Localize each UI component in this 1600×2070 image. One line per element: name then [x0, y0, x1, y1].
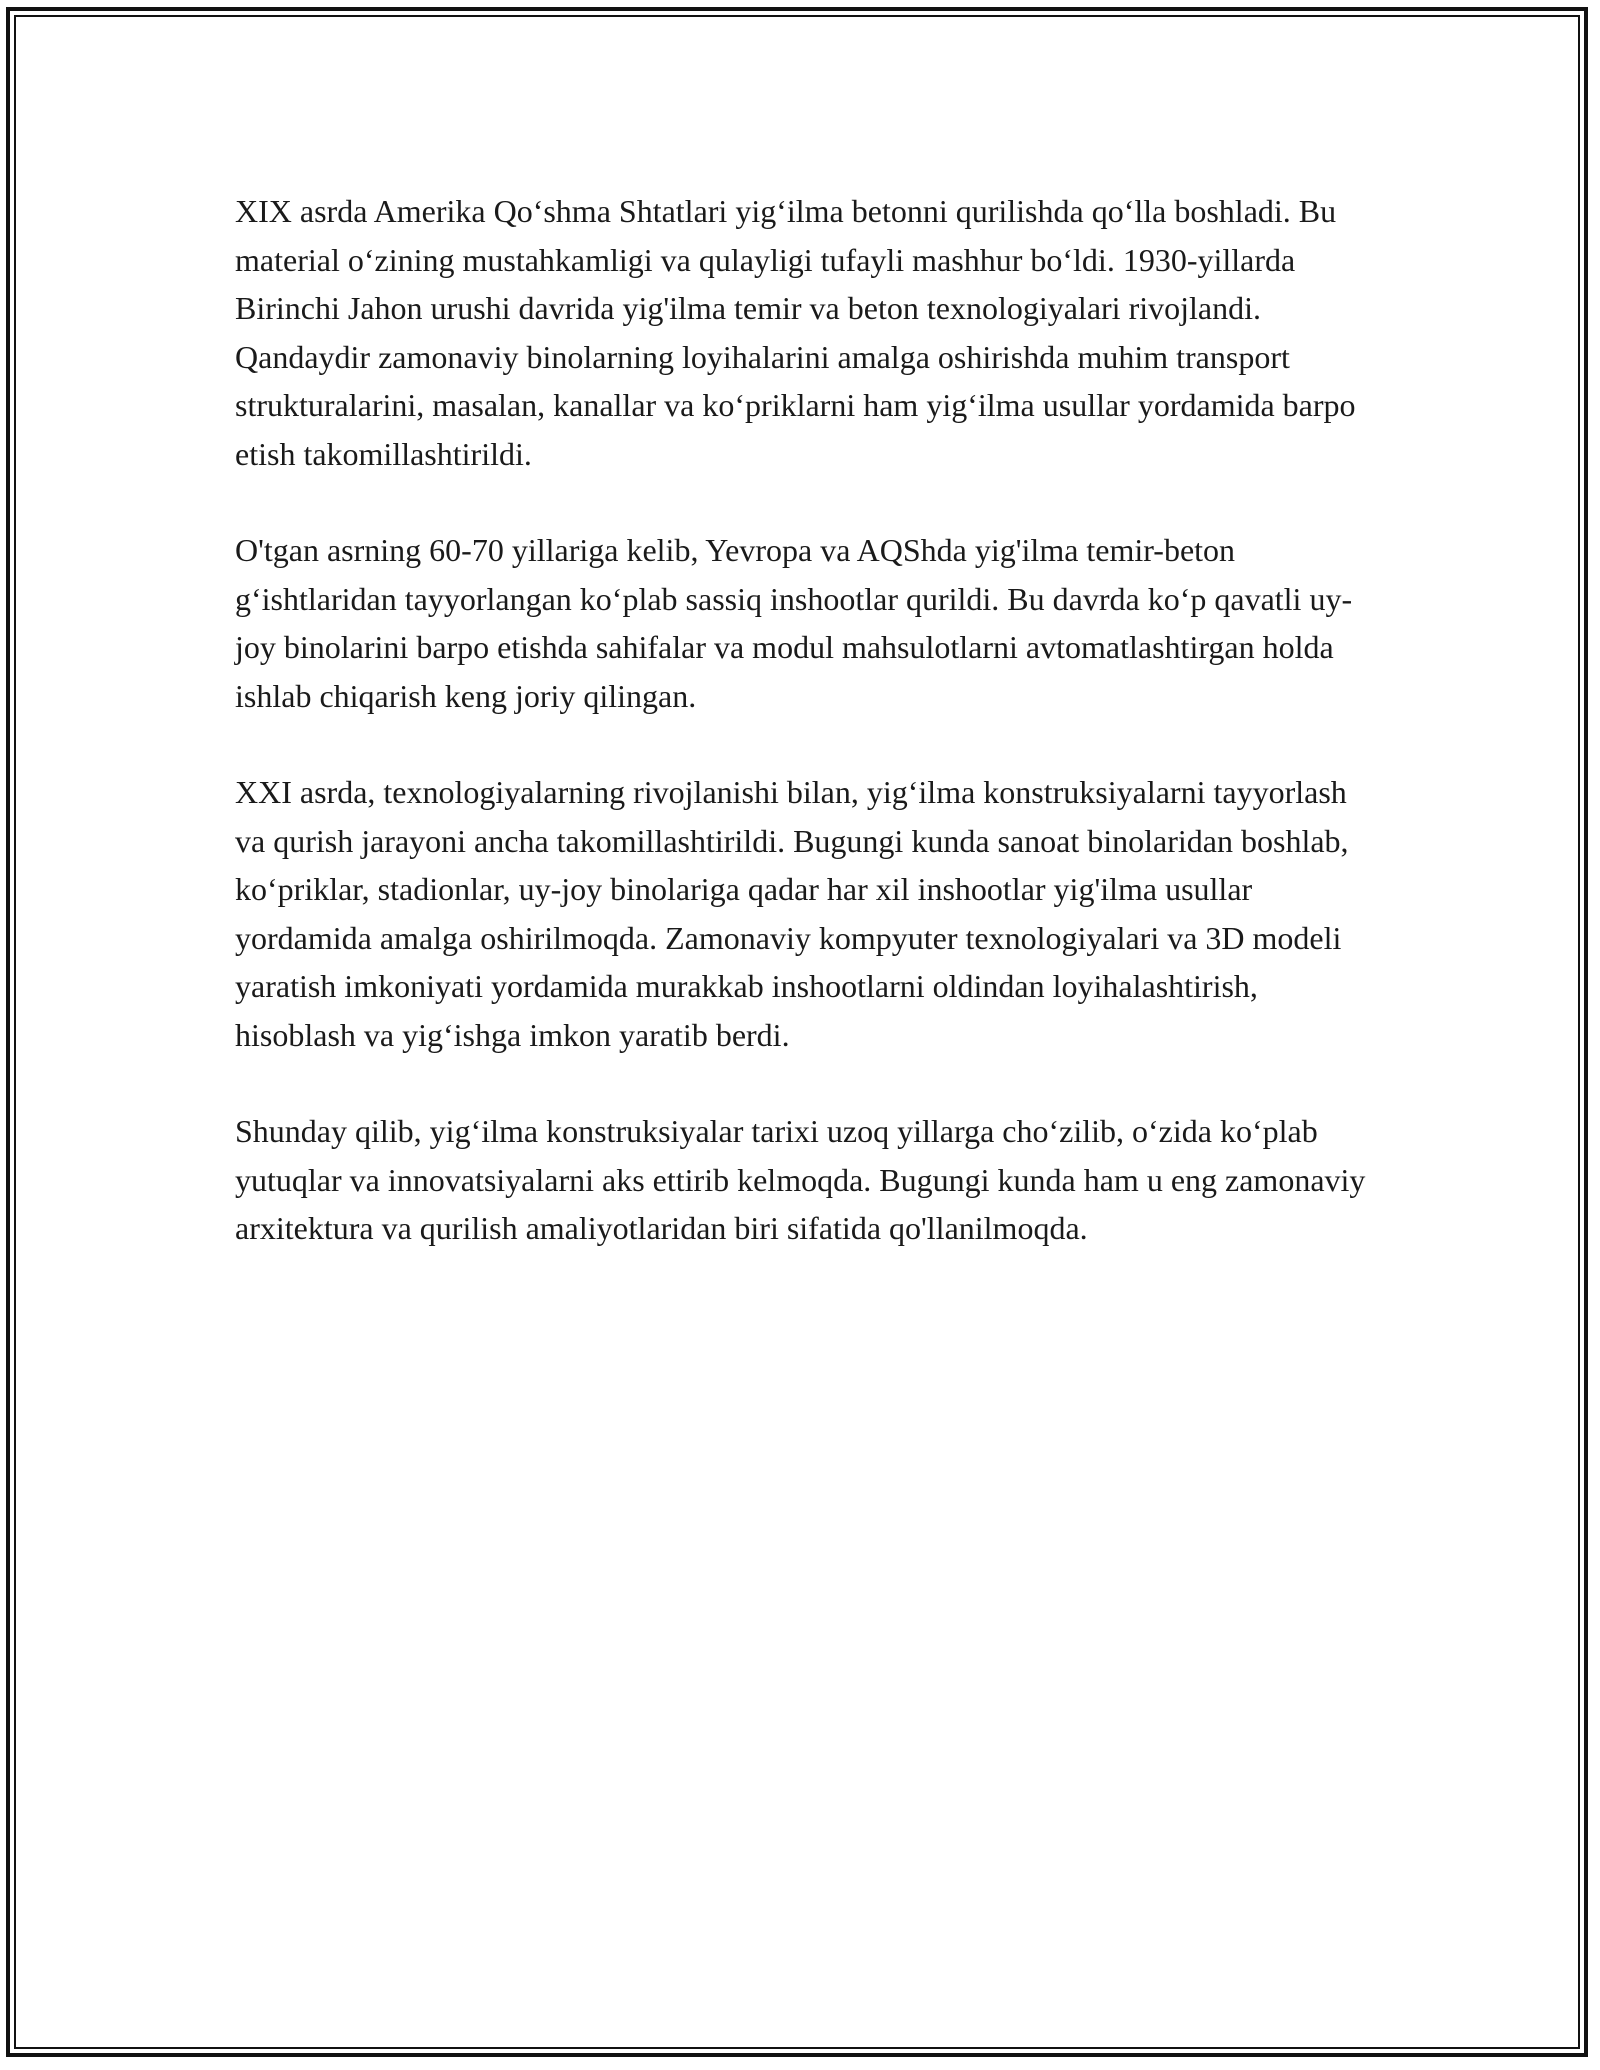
paragraph-2: O'tgan asrning 60-70 yillariga kelib, Yevropa va AQShda yig'ilma temir-beton g‘ishtlaridan tayyorlangan ko‘plab sassiq inshootlar qurildi. Bu davrda ko‘p qavatli uy-joy binolarini barpo etishda sahifalar va modul mahsulotlarni avtomatlashtirgan holda ishlab chiqarish keng joriy qilingan. [235, 532, 1353, 714]
document-body [235, 187, 1375, 1301]
paragraph-4: Shunday qilib, yig‘ilma konstruksiyalar tarixi uzoq yillarga cho‘zilib, o‘zida ko‘plab yutuqlar va innovatsiyalarni aks ettirib kelmoqda. Bugungi kunda ham u eng zamonaviy arxitektura va qurilish amaliyotlaridan biri sifatida qo'llanilmoqda. [235, 1113, 1366, 1246]
paragraph-3: XXI asrda, texnologiyalarning rivojlanishi bilan, yig‘ilma konstruksiyalarni tayyorlash va qurish jarayoni ancha takomillashtirildi. Bugungi kunda sanoat binolaridan boshlab, ko‘priklar, stadionlar, uy-joy binolariga qadar har xil inshootlar yig'ilma usullar yordamida amalga oshirilmoqda. Zamonaviy kompyuter texnologiyalari va 3D modeli yaratish imkoniyati yordamida murakkab inshootlarni oldindan loyihalashtirish, hisoblash va yig‘ishga imkon yaratib berdi. [235, 774, 1349, 1053]
paragraph-1: XIX asrda Amerika Qo‘shma Shtatlari yig‘ilma betonni qurilishda qo‘lla boshladi. Bu material o‘zining mustahkamligi va qulayligi tufayli mashhur bo‘ldi. 1930-yillarda Birinchi Jahon urushi davrida yig'ilma temir va beton texnologiyalari rivojlandi. Qandaydir zamonaviy binolarning loyihalarini amalga oshirishda muhim transport strukturalarini, masalan, kanallar va ko‘priklarni ham yig‘ilma usullar yordamida barpo etish takomillashtirildi. [235, 193, 1356, 472]
